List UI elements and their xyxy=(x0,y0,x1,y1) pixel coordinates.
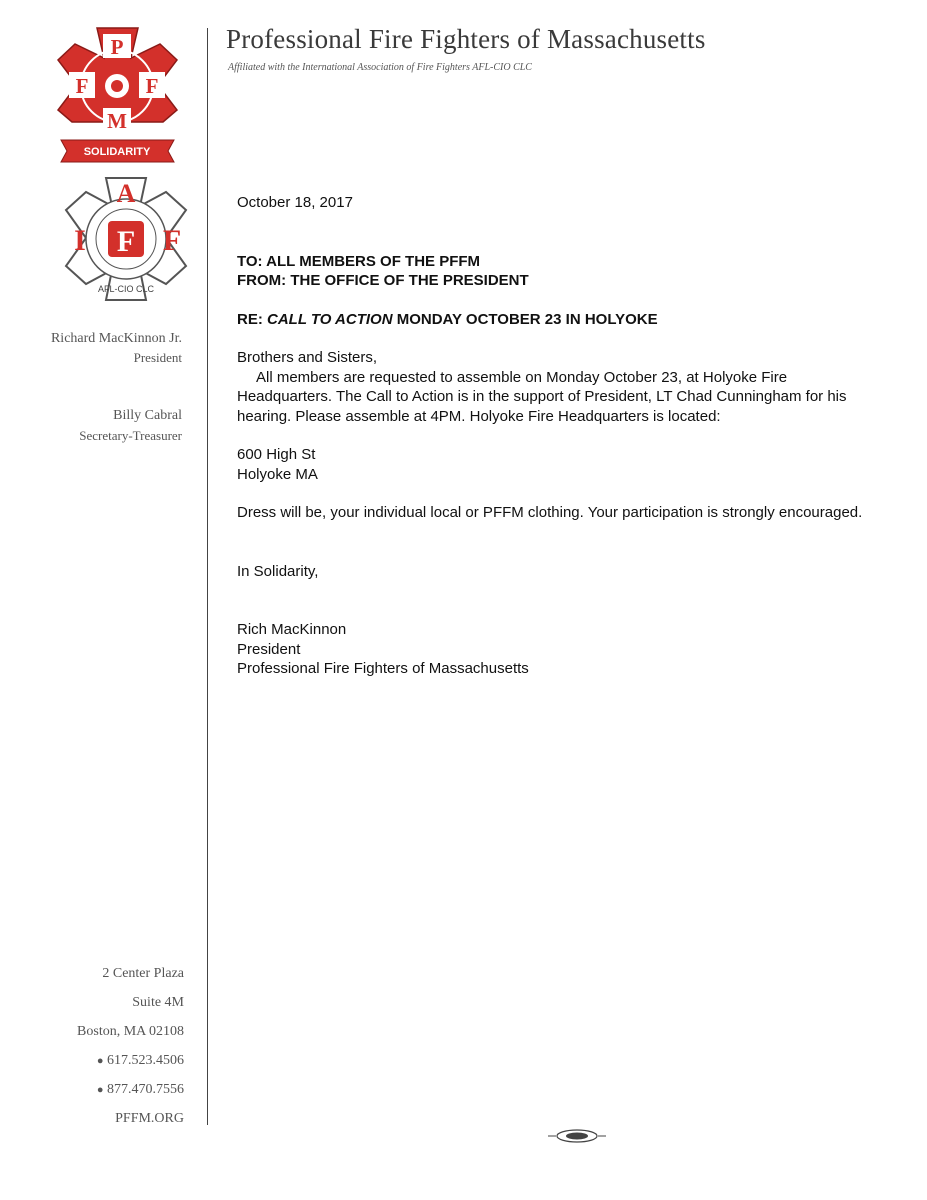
pffm-logo-letter-right: F xyxy=(145,74,159,98)
re-label: RE: xyxy=(237,310,267,328)
fax-line xyxy=(97,1082,184,1098)
pffm-logo-banner: SOLIDARITY xyxy=(83,146,151,158)
signature-title: President xyxy=(237,640,301,658)
org-name-heading: Professional Fire Fighters of Massachusetts xyxy=(226,24,706,54)
address-line-2: Suite 4M xyxy=(132,995,184,1010)
president-name: Richard MacKinnon Jr. xyxy=(50,331,182,346)
pffm-logo-icon xyxy=(55,24,180,166)
union-bug-stamp-icon xyxy=(546,1128,608,1144)
meeting-address-line-1: 600 High St xyxy=(237,446,316,463)
phone-icon: ● xyxy=(96,1055,104,1067)
website-link[interactable]: PFFM.ORG xyxy=(115,1111,184,1126)
salutation: Brothers and Sisters, xyxy=(237,349,378,366)
re-line xyxy=(237,310,877,330)
iaff-logo-letter-right: F xyxy=(162,224,182,257)
paragraph-assemble xyxy=(237,368,877,427)
iaff-logo-letter-left: I xyxy=(74,224,86,257)
closing: In Solidarity, xyxy=(237,562,319,580)
iaff-logo-letter-top: A xyxy=(116,179,136,208)
signature-name: Rich MacKinnon xyxy=(237,621,347,638)
paragraph-assemble-text: All members are requested to assemble on Monday October 23, at Holyoke Fire Headquarters. The Call to Action is in the support of President, LT Chad Cunningham for his hearing. Please assemble at 4PM. Holyoke Fire Headquarters is located: xyxy=(237,368,847,425)
signature-org: Professional Fire Fighters of Massachusetts xyxy=(237,660,529,677)
meeting-address-line-2: Holyoke MA xyxy=(237,465,318,483)
letter-body xyxy=(237,193,877,679)
fax-icon: ● xyxy=(96,1084,104,1096)
paragraph-dress: Dress will be, your individual local or PFFM clothing. Your participation is strongly encouraged. xyxy=(237,504,863,521)
affiliation-line: Affiliated with the International Association of Fire Fighters AFL-CIO CLC xyxy=(228,62,532,73)
letter-date: October 18, 2017 xyxy=(237,194,353,211)
iaff-logo-letter-center: F xyxy=(116,225,136,258)
re-subject-rest: MONDAY OCTOBER 23 IN HOLYOKE xyxy=(392,310,658,328)
pffm-logo-letter-top: P xyxy=(110,35,124,59)
phone-number: 617.523.4506 xyxy=(107,1053,184,1068)
iaff-logo-bottom-text: AFL-CIO CLC xyxy=(97,284,155,294)
pffm-logo-letter-left: F xyxy=(75,74,89,98)
fax-number: 877.470.7556 xyxy=(107,1082,184,1097)
president-title: President xyxy=(133,350,182,365)
pffm-logo-letter-bottom: M xyxy=(107,109,127,133)
address-line-3: Boston, MA 02108 xyxy=(77,1024,184,1039)
address-line-1: 2 Center Plaza xyxy=(102,966,184,981)
treasurer-title: Secretary-Treasurer xyxy=(79,428,182,443)
from-line: FROM: THE OFFICE OF THE PRESIDENT xyxy=(237,272,529,289)
sidebar-divider xyxy=(207,28,208,1125)
treasurer-name: Billy Cabral xyxy=(113,408,182,423)
iaff-logo-icon xyxy=(62,176,190,306)
phone-line xyxy=(97,1053,184,1069)
re-subject-italic: CALL TO ACTION xyxy=(267,310,393,328)
to-line: TO: ALL MEMBERS OF THE PFFM xyxy=(237,252,481,270)
